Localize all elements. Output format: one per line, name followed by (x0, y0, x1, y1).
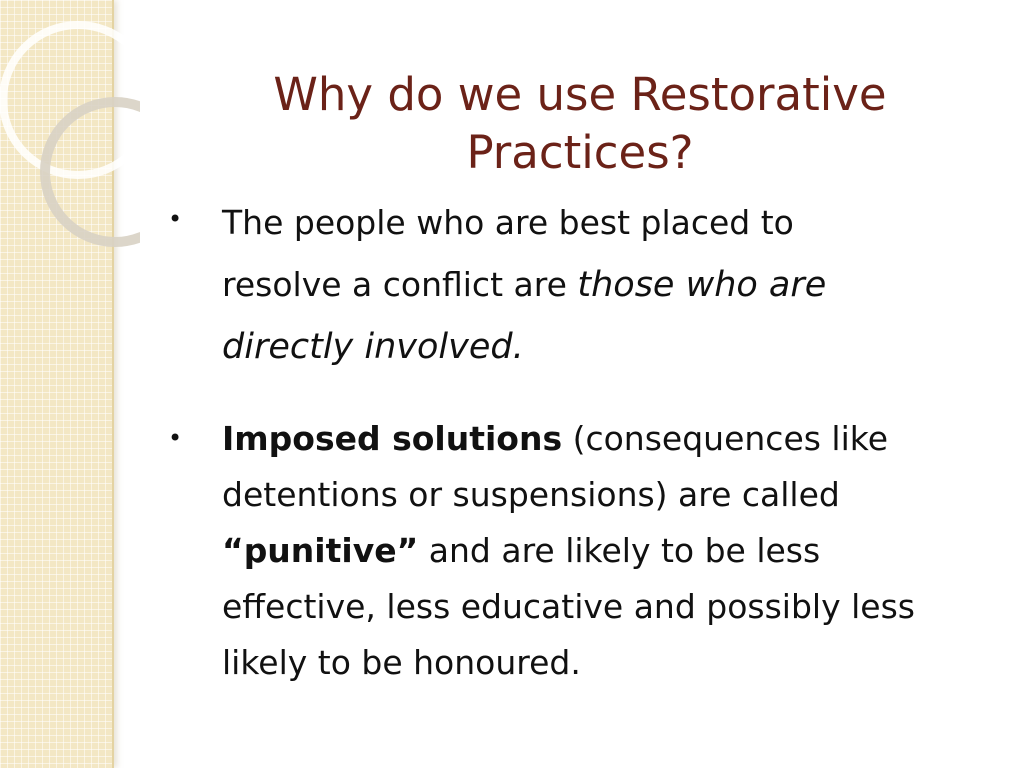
bullet1-line-3 (222, 316, 982, 378)
bullet2-strong-1: Imposed solutions (222, 419, 563, 458)
bullet1-emphasis-2: directly involved. (222, 327, 524, 367)
decorative-rings (0, 0, 140, 260)
title-line-2: Practices? (466, 126, 694, 180)
bullet1-line-2 (222, 254, 982, 316)
slide-title (180, 66, 980, 182)
bullet1-line-1: The people who are best placed to (222, 203, 794, 242)
bullet2-line-3 (222, 523, 982, 579)
bullet1-emphasis-1: those who are (577, 265, 827, 305)
bullet2-line-1 (222, 411, 982, 467)
bullet2-text-3: and are likely to be less (418, 531, 821, 570)
bullet-marker-2: • (168, 424, 183, 452)
bullet1-text: resolve a conflict are (222, 265, 578, 304)
bullet-marker-1: • (168, 205, 183, 233)
bullet2-strong-2: “punitive” (222, 531, 419, 570)
bullet-paragraph-1 (222, 192, 982, 378)
bullet2-line-5: likely to be honoured. (222, 643, 581, 682)
bullet2-line-4: effective, less educative and possibly less (222, 587, 915, 626)
bullet2-text-1: (consequences like (562, 419, 889, 458)
bullet-paragraph-2 (222, 411, 982, 691)
title-line-1: Why do we use Restorative (273, 68, 887, 122)
bullet2-line-2: detentions or suspensions) are called (222, 475, 840, 514)
